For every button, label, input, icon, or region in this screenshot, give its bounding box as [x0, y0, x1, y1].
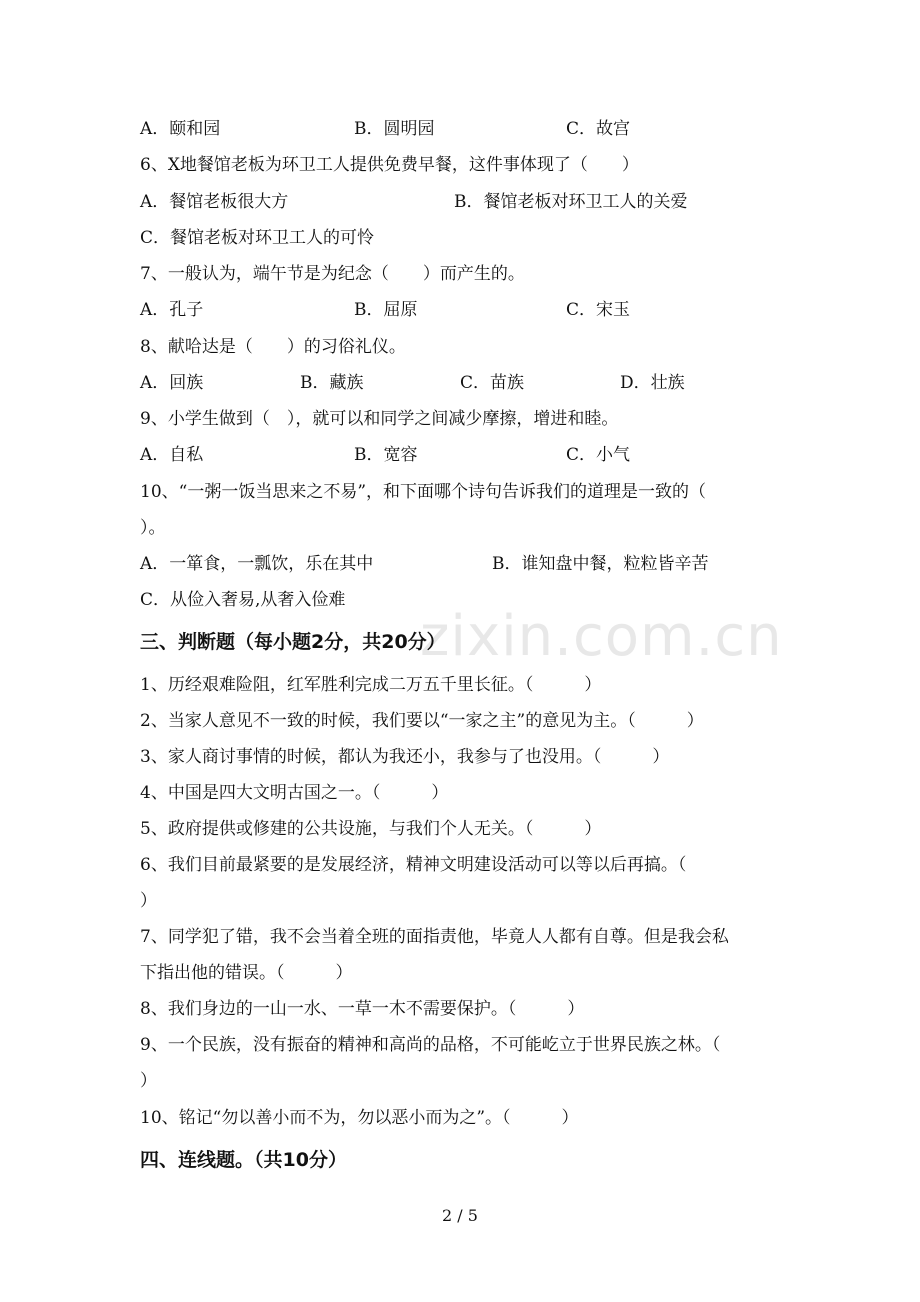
q10-option-c: C．从俭入奢易,从奢入俭难 — [140, 590, 346, 610]
tf-item-7-line1: 7、同学犯了错，我不会当着全班的面指责他，毕竟人人都有自尊。但是我会私 — [140, 927, 729, 947]
q9-option-c: C．小气 — [566, 445, 631, 465]
q10-option-b: B．谁知盘中餐，粒粒皆辛苦 — [492, 554, 709, 574]
tf-item-3: 3、家人商讨事情的时候，都认为我还小，我参与了也没用。（ ） — [140, 747, 670, 767]
q7-option-b: B．屈原 — [354, 300, 418, 320]
tf-item-9-line2: ） — [140, 1071, 157, 1091]
section4-title: 四、连线题。（共10分） — [140, 1149, 347, 1171]
tf-item-6-line1: 6、我们目前最紧要的是发展经济，精神文明建设活动可以等以后再搞。（ — [140, 855, 687, 875]
q7-option-c: C．宋玉 — [566, 300, 631, 320]
q9-stem: 9、小学生做到（ ），就可以和同学之间减少摩擦，增进和睦。 — [140, 409, 619, 429]
tf-item-8: 8、我们身边的一山一水、一草一木不需要保护。（ ） — [140, 999, 585, 1019]
tf-item-9-line1: 9、一个民族，没有振奋的精神和高尚的品格，不可能屹立于世界民族之林。（ — [140, 1035, 721, 1055]
q8-option-c: C．苗族 — [460, 373, 525, 393]
tf-item-7-line2: 下指出他的错误。（ ） — [140, 963, 353, 983]
section3-title: 三、判断题（每小题2分，共20分） — [140, 631, 446, 653]
q7-stem: 7、一般认为，端午节是为纪念（ ）而产生的。 — [140, 264, 525, 284]
q6-option-a: A．餐馆老板很大方 — [140, 192, 289, 212]
q5-option-c: C．故宫 — [566, 119, 631, 139]
q10-stem-line1: 10、“一粥一饭当思来之不易”，和下面哪个诗句告诉我们的道理是一致的（ — [140, 482, 707, 502]
tf-item-5: 5、政府提供或修建的公共设施，与我们个人无关。（ ） — [140, 819, 602, 839]
q9-option-a: A．自私 — [140, 445, 204, 465]
q9-option-b: B．宽容 — [354, 445, 418, 465]
q8-stem: 8、献哈达是（ ）的习俗礼仪。 — [140, 337, 406, 357]
q8-option-a: A．回族 — [140, 373, 204, 393]
q7-option-a: A．孔子 — [140, 300, 204, 320]
q6-stem: 6、X地餐馆老板为环卫工人提供免费早餐，这件事体现了（ ） — [140, 155, 639, 175]
watermark: zixin.com.cn — [420, 604, 783, 669]
q5-option-a: A．颐和园 — [140, 119, 221, 139]
q10-stem-line2: ）。 — [140, 518, 166, 538]
q8-option-b: B．藏族 — [300, 373, 364, 393]
q5-option-b: B．圆明园 — [354, 119, 435, 139]
q6-option-b: B．餐馆老板对环卫工人的关爱 — [454, 192, 688, 212]
page-number: 2 / 5 — [442, 1206, 478, 1225]
tf-item-10: 10、铭记“勿以善小而不为，勿以恶小而为之”。（ ） — [140, 1108, 579, 1128]
q6-option-c: C．餐馆老板对环卫工人的可怜 — [140, 228, 375, 248]
tf-item-1: 1、历经艰难险阻，红军胜利完成二万五千里长征。（ ） — [140, 675, 602, 695]
tf-item-4: 4、中国是四大文明古国之一。（ ） — [140, 783, 449, 803]
tf-item-2: 2、当家人意见不一致的时候，我们要以“一家之主”的意见为主。（ ） — [140, 711, 704, 731]
q8-option-d: D．壮族 — [620, 373, 685, 393]
q10-option-a: A．一箪食，一瓢饮，乐在其中 — [140, 554, 374, 574]
tf-item-6-line2: ） — [140, 891, 157, 911]
